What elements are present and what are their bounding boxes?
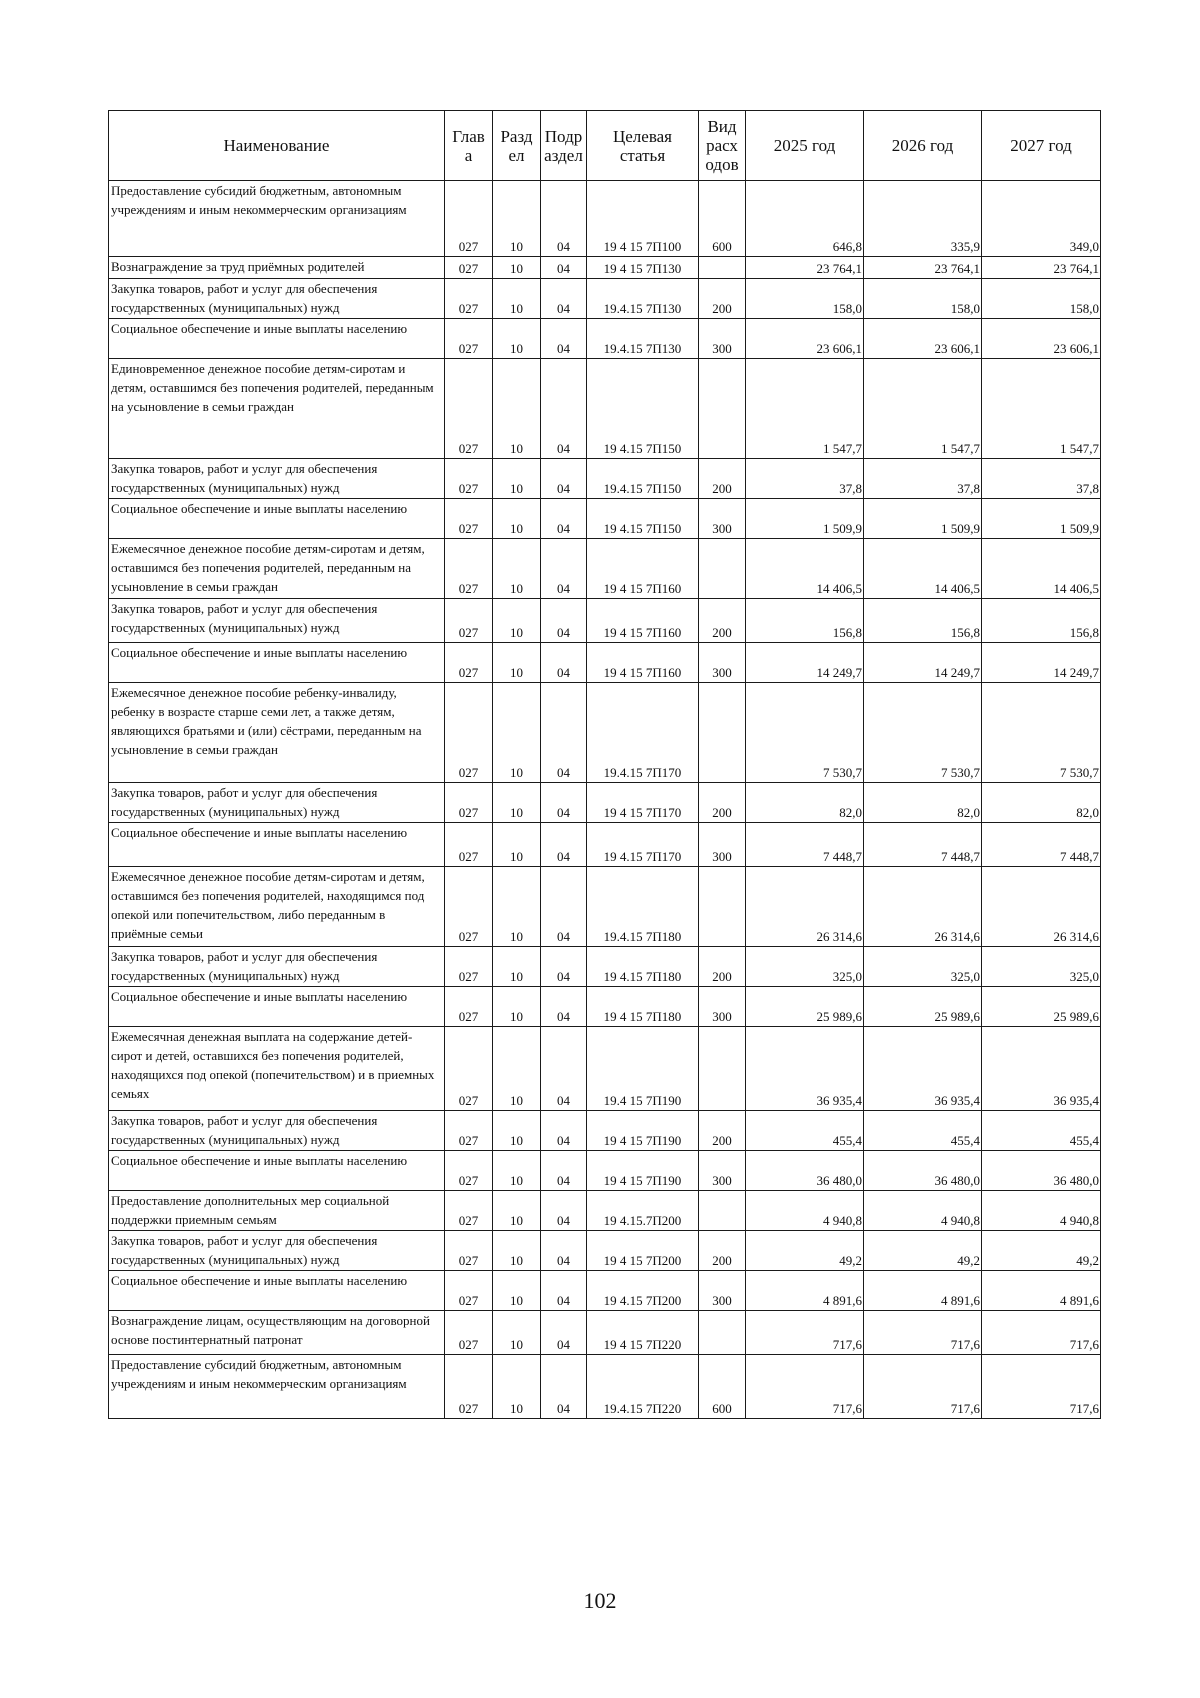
- cell-podrazdel: 04: [541, 279, 587, 319]
- table-row: [109, 1111, 1101, 1151]
- cell-2025: 325,0: [746, 947, 864, 987]
- cell-2025: 14 406,5: [746, 539, 864, 599]
- cell-glava: 027: [445, 359, 493, 459]
- cell-name: Закупка товаров, работ и услуг для обеспечения государственных (муниципальных) нужд: [109, 783, 445, 823]
- cell-podrazdel: 04: [541, 181, 587, 257]
- table-row: [109, 359, 1101, 459]
- cell-vid: 600: [699, 1355, 746, 1419]
- cell-glava: 027: [445, 643, 493, 683]
- cell-2027: 23 764,1: [982, 257, 1101, 279]
- header-vid: Вид расх одов: [699, 111, 746, 181]
- table-row: [109, 643, 1101, 683]
- cell-2026: 37,8: [864, 459, 982, 499]
- cell-vid: 300: [699, 643, 746, 683]
- cell-glava: 027: [445, 683, 493, 783]
- cell-target: 19.4 15 7П190: [587, 1027, 699, 1111]
- cell-name: Единовременное денежное пособие детям-сиротам и детям, оставшимся без попечения родителей, переданным на усыновление в семьи граждан: [109, 359, 445, 459]
- cell-2027: 4 940,8: [982, 1191, 1101, 1231]
- cell-2026: 14 406,5: [864, 539, 982, 599]
- cell-glava: 027: [445, 257, 493, 279]
- cell-2027: 156,8: [982, 599, 1101, 643]
- cell-podrazdel: 04: [541, 823, 587, 867]
- table-row: [109, 1311, 1101, 1355]
- cell-podrazdel: 04: [541, 459, 587, 499]
- cell-2026: 4 940,8: [864, 1191, 982, 1231]
- cell-razdel: 10: [493, 1311, 541, 1355]
- cell-target: 19 4 15 7П190: [587, 1111, 699, 1151]
- cell-podrazdel: 04: [541, 643, 587, 683]
- cell-target: 19 4 15 7П170: [587, 783, 699, 823]
- cell-2026: 717,6: [864, 1355, 982, 1419]
- cell-razdel: 10: [493, 823, 541, 867]
- cell-podrazdel: 04: [541, 1111, 587, 1151]
- table-row: [109, 1027, 1101, 1111]
- cell-vid: 300: [699, 499, 746, 539]
- cell-vid: 300: [699, 319, 746, 359]
- cell-name: Социальное обеспечение и иные выплаты населению: [109, 1271, 445, 1311]
- cell-target: 19 4 15 7П180: [587, 987, 699, 1027]
- cell-vid: [699, 359, 746, 459]
- cell-glava: 027: [445, 947, 493, 987]
- table-row: [109, 1191, 1101, 1231]
- cell-vid: 600: [699, 181, 746, 257]
- cell-target: 19 4 15 7П190: [587, 1151, 699, 1191]
- table-row: [109, 1355, 1101, 1419]
- cell-glava: 027: [445, 1231, 493, 1271]
- cell-vid: 200: [699, 1231, 746, 1271]
- cell-2025: 7 530,7: [746, 683, 864, 783]
- cell-razdel: 10: [493, 1111, 541, 1151]
- cell-2026: 14 249,7: [864, 643, 982, 683]
- cell-razdel: 10: [493, 867, 541, 947]
- cell-podrazdel: 04: [541, 783, 587, 823]
- cell-2026: 36 480,0: [864, 1151, 982, 1191]
- cell-2026: 23 606,1: [864, 319, 982, 359]
- cell-name: Предоставление дополнительных мер социальной поддержки приемным семьям: [109, 1191, 445, 1231]
- cell-glava: 027: [445, 1027, 493, 1111]
- cell-razdel: 10: [493, 359, 541, 459]
- cell-vid: [699, 867, 746, 947]
- cell-target: 19.4.15 7П150: [587, 459, 699, 499]
- cell-razdel: 10: [493, 181, 541, 257]
- cell-2026: 49,2: [864, 1231, 982, 1271]
- cell-2027: 37,8: [982, 459, 1101, 499]
- cell-razdel: 10: [493, 1271, 541, 1311]
- cell-glava: 027: [445, 1271, 493, 1311]
- cell-podrazdel: 04: [541, 1355, 587, 1419]
- table-row: [109, 459, 1101, 499]
- cell-2027: 82,0: [982, 783, 1101, 823]
- cell-2026: 1 509,9: [864, 499, 982, 539]
- header-target: Целевая статья: [587, 111, 699, 181]
- cell-2027: 25 989,6: [982, 987, 1101, 1027]
- table-row: [109, 1271, 1101, 1311]
- table-row: [109, 257, 1101, 279]
- cell-2027: 36 480,0: [982, 1151, 1101, 1191]
- cell-glava: 027: [445, 1311, 493, 1355]
- cell-vid: 300: [699, 823, 746, 867]
- cell-vid: [699, 1191, 746, 1231]
- cell-glava: 027: [445, 823, 493, 867]
- cell-podrazdel: 04: [541, 499, 587, 539]
- cell-2027: 7 448,7: [982, 823, 1101, 867]
- cell-vid: 200: [699, 459, 746, 499]
- header-name: Наименование: [109, 111, 445, 181]
- cell-2027: 7 530,7: [982, 683, 1101, 783]
- cell-name: Ежемесячное денежное пособие детям-сиротам и детям, оставшимся без попечения родителей, находящимся под опекой или попечительством, либо переданным в приёмные семьи: [109, 867, 445, 947]
- cell-podrazdel: 04: [541, 1311, 587, 1355]
- cell-2027: 14 406,5: [982, 539, 1101, 599]
- cell-podrazdel: 04: [541, 1191, 587, 1231]
- cell-razdel: 10: [493, 1151, 541, 1191]
- cell-vid: 200: [699, 1111, 746, 1151]
- cell-name: Вознаграждение лицам, осуществляющим на договорной основе постинтернатный патронат: [109, 1311, 445, 1355]
- cell-2027: 26 314,6: [982, 867, 1101, 947]
- cell-2025: 1 509,9: [746, 499, 864, 539]
- table-body: [109, 181, 1101, 1419]
- cell-target: 19.4.15 7П130: [587, 319, 699, 359]
- cell-name: Закупка товаров, работ и услуг для обеспечения государственных (муниципальных) нужд: [109, 1231, 445, 1271]
- cell-2027: 14 249,7: [982, 643, 1101, 683]
- cell-2027: 455,4: [982, 1111, 1101, 1151]
- cell-glava: 027: [445, 1191, 493, 1231]
- cell-2026: 7 448,7: [864, 823, 982, 867]
- cell-glava: 027: [445, 319, 493, 359]
- table-row: [109, 181, 1101, 257]
- table-row: [109, 599, 1101, 643]
- budget-table: [108, 110, 1101, 1419]
- cell-vid: 300: [699, 1271, 746, 1311]
- cell-2026: 158,0: [864, 279, 982, 319]
- cell-razdel: 10: [493, 459, 541, 499]
- cell-name: Социальное обеспечение и иные выплаты населению: [109, 987, 445, 1027]
- cell-2025: 4 940,8: [746, 1191, 864, 1231]
- cell-name: Ежемесячное денежное пособие ребенку-инвалиду, ребенку в возрасте старше семи лет, а также детям, являющихся братьями и (или) сёстрами, переданным на усыновление в семьи граждан: [109, 683, 445, 783]
- cell-vid: 300: [699, 987, 746, 1027]
- cell-2025: 36 935,4: [746, 1027, 864, 1111]
- cell-2027: 4 891,6: [982, 1271, 1101, 1311]
- cell-name: Ежемесячная денежная выплата на содержание детей-сирот и детей, оставшихся без попечения родителей, находящихся под опекой (попечительством) и в приемных семьях: [109, 1027, 445, 1111]
- cell-podrazdel: 04: [541, 683, 587, 783]
- cell-name: Социальное обеспечение и иные выплаты населению: [109, 643, 445, 683]
- header-razdel: Разд ел: [493, 111, 541, 181]
- cell-razdel: 10: [493, 643, 541, 683]
- cell-razdel: 10: [493, 987, 541, 1027]
- cell-podrazdel: 04: [541, 257, 587, 279]
- cell-2026: 156,8: [864, 599, 982, 643]
- cell-vid: [699, 257, 746, 279]
- cell-razdel: 10: [493, 1027, 541, 1111]
- cell-vid: 200: [699, 947, 746, 987]
- header-2027: 2027 год: [982, 111, 1101, 181]
- cell-glava: 027: [445, 499, 493, 539]
- cell-target: 19 4.15 7П180: [587, 947, 699, 987]
- cell-podrazdel: 04: [541, 1027, 587, 1111]
- cell-razdel: 10: [493, 1355, 541, 1419]
- cell-target: 19 4 15 7П160: [587, 599, 699, 643]
- header-2026: 2026 год: [864, 111, 982, 181]
- cell-2026: 4 891,6: [864, 1271, 982, 1311]
- cell-2025: 158,0: [746, 279, 864, 319]
- cell-razdel: 10: [493, 1191, 541, 1231]
- cell-podrazdel: 04: [541, 359, 587, 459]
- page-number: 102: [583, 1588, 617, 1613]
- cell-2026: 36 935,4: [864, 1027, 982, 1111]
- cell-2026: 335,9: [864, 181, 982, 257]
- cell-name: Предоставление субсидий бюджетным, автономным учреждениям и иным некоммерческим организациям: [109, 1355, 445, 1419]
- cell-vid: 200: [699, 279, 746, 319]
- cell-2026: 82,0: [864, 783, 982, 823]
- cell-razdel: 10: [493, 279, 541, 319]
- cell-podrazdel: 04: [541, 1231, 587, 1271]
- cell-target: 19 4.15 7П150: [587, 499, 699, 539]
- cell-2025: 23 606,1: [746, 319, 864, 359]
- cell-name: Социальное обеспечение и иные выплаты населению: [109, 823, 445, 867]
- cell-2025: 717,6: [746, 1311, 864, 1355]
- cell-target: 19 4.15 7П150: [587, 359, 699, 459]
- cell-name: Предоставление субсидий бюджетным, автономным учреждениям и иным некоммерческим организациям: [109, 181, 445, 257]
- cell-2026: 7 530,7: [864, 683, 982, 783]
- cell-target: 19.4.15 7П220: [587, 1355, 699, 1419]
- cell-glava: 027: [445, 1355, 493, 1419]
- cell-name: Вознаграждение за труд приёмных родителей: [109, 257, 445, 279]
- cell-2027: 49,2: [982, 1231, 1101, 1271]
- cell-vid: 300: [699, 1151, 746, 1191]
- table-row: [109, 539, 1101, 599]
- cell-2027: 1 547,7: [982, 359, 1101, 459]
- cell-2025: 14 249,7: [746, 643, 864, 683]
- cell-2026: 325,0: [864, 947, 982, 987]
- table-row: [109, 279, 1101, 319]
- cell-podrazdel: 04: [541, 599, 587, 643]
- cell-2025: 25 989,6: [746, 987, 864, 1027]
- table-row: [109, 783, 1101, 823]
- cell-target: 19.4.15 7П170: [587, 683, 699, 783]
- table-row: [109, 683, 1101, 783]
- cell-2025: 455,4: [746, 1111, 864, 1151]
- cell-glava: 027: [445, 867, 493, 947]
- table-row: [109, 947, 1101, 987]
- cell-razdel: 10: [493, 599, 541, 643]
- cell-vid: 200: [699, 599, 746, 643]
- cell-target: 19 4 15 7П100: [587, 181, 699, 257]
- cell-target: 19 4 15 7П220: [587, 1311, 699, 1355]
- cell-2027: 36 935,4: [982, 1027, 1101, 1111]
- cell-name: Социальное обеспечение и иные выплаты населению: [109, 319, 445, 359]
- cell-podrazdel: 04: [541, 1151, 587, 1191]
- cell-2025: 82,0: [746, 783, 864, 823]
- cell-podrazdel: 04: [541, 867, 587, 947]
- cell-target: 19 4.15 7П170: [587, 823, 699, 867]
- table-row: [109, 319, 1101, 359]
- table-row: [109, 1151, 1101, 1191]
- cell-2026: 23 764,1: [864, 257, 982, 279]
- cell-name: Закупка товаров, работ и услуг для обеспечения государственных (муниципальных) нужд: [109, 459, 445, 499]
- cell-target: 19.4.15 7П180: [587, 867, 699, 947]
- table-row: [109, 1231, 1101, 1271]
- cell-podrazdel: 04: [541, 319, 587, 359]
- cell-glava: 027: [445, 459, 493, 499]
- cell-name: Ежемесячное денежное пособие детям-сиротам и детям, оставшимся без попечения родителей, переданным на усыновление в семьи граждан: [109, 539, 445, 599]
- cell-2025: 646,8: [746, 181, 864, 257]
- cell-2027: 717,6: [982, 1355, 1101, 1419]
- table-row: [109, 987, 1101, 1027]
- cell-glava: 027: [445, 987, 493, 1027]
- cell-2027: 325,0: [982, 947, 1101, 987]
- cell-2025: 156,8: [746, 599, 864, 643]
- cell-target: 19 4.15 7П200: [587, 1271, 699, 1311]
- cell-vid: [699, 1311, 746, 1355]
- cell-2025: 37,8: [746, 459, 864, 499]
- cell-name: Закупка товаров, работ и услуг для обеспечения государственных (муниципальных) нужд: [109, 947, 445, 987]
- cell-podrazdel: 04: [541, 947, 587, 987]
- cell-name: Закупка товаров, работ и услуг для обеспечения государственных (муниципальных) нужд: [109, 599, 445, 643]
- cell-2025: 1 547,7: [746, 359, 864, 459]
- cell-razdel: 10: [493, 1231, 541, 1271]
- cell-2025: 717,6: [746, 1355, 864, 1419]
- table-row: [109, 823, 1101, 867]
- cell-2025: 36 480,0: [746, 1151, 864, 1191]
- cell-2025: 7 448,7: [746, 823, 864, 867]
- cell-name: Закупка товаров, работ и услуг для обеспечения государственных (муниципальных) нужд: [109, 279, 445, 319]
- cell-2026: 717,6: [864, 1311, 982, 1355]
- cell-razdel: 10: [493, 783, 541, 823]
- cell-vid: [699, 683, 746, 783]
- cell-razdel: 10: [493, 257, 541, 279]
- cell-name: Закупка товаров, работ и услуг для обеспечения государственных (муниципальных) нужд: [109, 1111, 445, 1151]
- header-2025: 2025 год: [746, 111, 864, 181]
- header-podrazdel: Подр аздел: [541, 111, 587, 181]
- cell-vid: [699, 539, 746, 599]
- cell-glava: 027: [445, 539, 493, 599]
- table-row: [109, 499, 1101, 539]
- cell-target: 19.4.15 7П130: [587, 279, 699, 319]
- cell-2027: 1 509,9: [982, 499, 1101, 539]
- header-row: [109, 111, 1101, 181]
- cell-target: 19 4.15.7П200: [587, 1191, 699, 1231]
- cell-target: 19 4 15 7П160: [587, 643, 699, 683]
- cell-2027: 717,6: [982, 1311, 1101, 1355]
- cell-2025: 4 891,6: [746, 1271, 864, 1311]
- cell-razdel: 10: [493, 539, 541, 599]
- cell-2027: 349,0: [982, 181, 1101, 257]
- cell-razdel: 10: [493, 947, 541, 987]
- cell-glava: 027: [445, 1151, 493, 1191]
- cell-razdel: 10: [493, 683, 541, 783]
- header-glava: Глав а: [445, 111, 493, 181]
- cell-glava: 027: [445, 599, 493, 643]
- table-row: [109, 867, 1101, 947]
- cell-2025: 49,2: [746, 1231, 864, 1271]
- cell-podrazdel: 04: [541, 987, 587, 1027]
- cell-2026: 26 314,6: [864, 867, 982, 947]
- cell-2027: 158,0: [982, 279, 1101, 319]
- cell-razdel: 10: [493, 319, 541, 359]
- cell-glava: 027: [445, 1111, 493, 1151]
- cell-target: 19 4 15 7П130: [587, 257, 699, 279]
- cell-name: Социальное обеспечение и иные выплаты населению: [109, 1151, 445, 1191]
- cell-2026: 1 547,7: [864, 359, 982, 459]
- cell-target: 19 4 15 7П160: [587, 539, 699, 599]
- cell-glava: 027: [445, 783, 493, 823]
- cell-vid: [699, 1027, 746, 1111]
- cell-2025: 26 314,6: [746, 867, 864, 947]
- cell-podrazdel: 04: [541, 539, 587, 599]
- cell-2025: 23 764,1: [746, 257, 864, 279]
- cell-glava: 027: [445, 279, 493, 319]
- cell-vid: 200: [699, 783, 746, 823]
- cell-name: Социальное обеспечение и иные выплаты населению: [109, 499, 445, 539]
- cell-2027: 23 606,1: [982, 319, 1101, 359]
- cell-2026: 25 989,6: [864, 987, 982, 1027]
- cell-razdel: 10: [493, 499, 541, 539]
- cell-target: 19 4 15 7П200: [587, 1231, 699, 1271]
- cell-podrazdel: 04: [541, 1271, 587, 1311]
- cell-2026: 455,4: [864, 1111, 982, 1151]
- cell-glava: 027: [445, 181, 493, 257]
